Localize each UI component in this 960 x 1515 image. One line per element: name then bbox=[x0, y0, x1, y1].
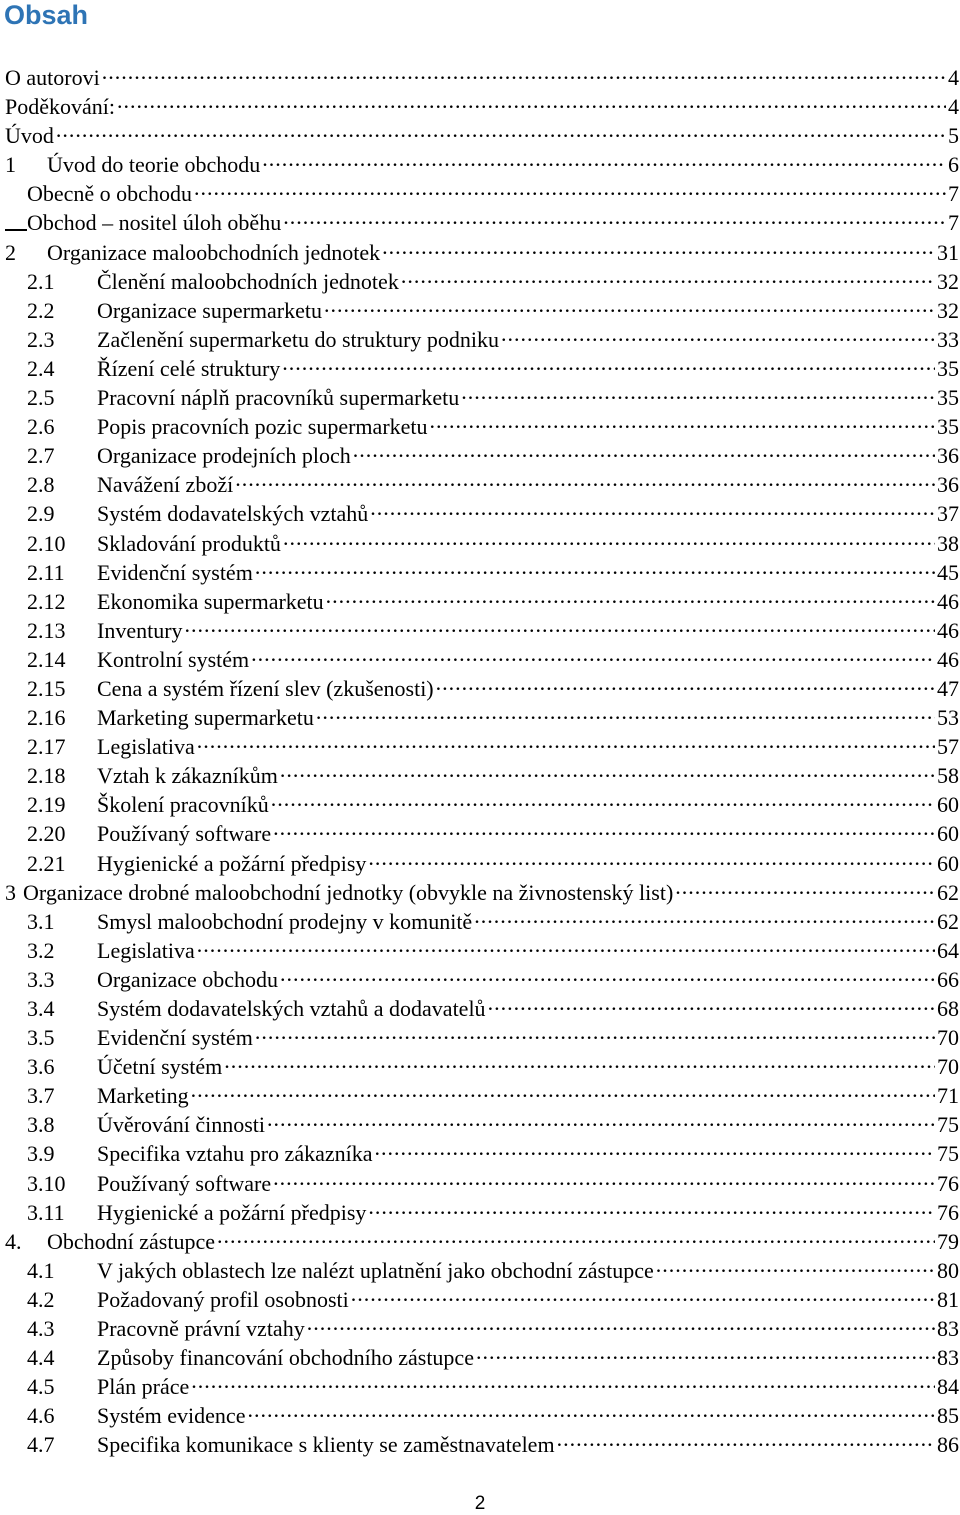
toc-entry-number: 4.3 bbox=[27, 1316, 55, 1342]
toc-entry-page: 31 bbox=[937, 239, 959, 265]
toc-entry-title: Skladování produktů bbox=[97, 530, 281, 556]
toc-entry-page: 33 bbox=[937, 326, 959, 352]
toc-entry[interactable] bbox=[5, 1365, 959, 1400]
toc-entry-title: Organizace maloobchodních jednotek bbox=[47, 239, 381, 265]
toc-entry-title: Systém evidence bbox=[97, 1403, 246, 1429]
toc-entry[interactable] bbox=[5, 609, 959, 643]
toc-entry-number: 4.5 bbox=[27, 1374, 55, 1400]
toc-entry-number: 3.5 bbox=[27, 1025, 55, 1051]
toc-entry[interactable] bbox=[5, 1249, 959, 1283]
toc-entry-number: 3.8 bbox=[27, 1112, 55, 1138]
toc-entry-page: 62 bbox=[937, 908, 959, 934]
toc-dot-leader bbox=[271, 783, 935, 812]
toc-entry-page: 84 bbox=[937, 1374, 959, 1400]
toc-entry-page: 62 bbox=[937, 879, 959, 905]
toc-entry-title: Způsoby financování obchodního zástupce bbox=[97, 1345, 474, 1371]
toc-entry[interactable] bbox=[5, 1278, 959, 1312]
toc-entry-title: Začlenění supermarketu do struktury podniku bbox=[97, 326, 500, 352]
toc-entry-page: 36 bbox=[937, 472, 959, 498]
toc-entry[interactable] bbox=[5, 667, 959, 701]
toc-dot-leader bbox=[56, 114, 946, 143]
page-number: 2 bbox=[474, 1493, 486, 1514]
toc-entry[interactable] bbox=[5, 405, 959, 440]
toc-entry-page: 71 bbox=[937, 1083, 959, 1109]
toc-entry[interactable] bbox=[5, 318, 959, 352]
toc-dot-leader bbox=[382, 231, 935, 260]
toc-entry[interactable] bbox=[5, 783, 959, 818]
toc-entry-number: 2.18 bbox=[27, 763, 66, 789]
toc-dot-leader bbox=[501, 318, 935, 347]
toc-entry[interactable] bbox=[5, 1394, 959, 1429]
toc-entry-page: 5 bbox=[948, 123, 959, 149]
page-title: Obsah bbox=[4, 0, 89, 30]
toc-entry[interactable] bbox=[5, 492, 959, 527]
toc-entry-page: 75 bbox=[937, 1112, 959, 1138]
toc-entry[interactable] bbox=[5, 376, 959, 411]
toc-dot-leader bbox=[280, 754, 935, 783]
toc-entry-number: 2.15 bbox=[27, 675, 66, 701]
toc-entry-page: 66 bbox=[937, 966, 959, 992]
toc-entry[interactable] bbox=[5, 434, 959, 469]
toc-entry-page: 80 bbox=[937, 1257, 959, 1283]
toc-entry[interactable] bbox=[5, 522, 959, 556]
toc-entry-page: 57 bbox=[937, 734, 959, 760]
toc-entry[interactable] bbox=[5, 1162, 959, 1196]
toc-entry-title: Úvěrování činnosti bbox=[97, 1112, 266, 1138]
toc-entry-page: 45 bbox=[937, 559, 959, 585]
toc-entry-number: 4. bbox=[5, 1228, 22, 1254]
toc-entry[interactable] bbox=[5, 1336, 959, 1371]
toc-entry[interactable] bbox=[5, 463, 959, 498]
toc-dot-leader bbox=[368, 1191, 935, 1220]
toc-entry[interactable] bbox=[5, 1016, 959, 1051]
toc-entry-title: Používaný software bbox=[97, 821, 272, 847]
toc-entry-number: 2.21 bbox=[27, 850, 66, 876]
toc-entry-number: 2.5 bbox=[27, 385, 55, 411]
toc-dot-leader bbox=[461, 376, 935, 405]
toc-entry-number: 4.1 bbox=[27, 1257, 55, 1283]
toc-entry[interactable] bbox=[5, 231, 959, 265]
toc-entry[interactable] bbox=[5, 143, 959, 178]
toc-dot-leader bbox=[353, 434, 935, 463]
toc-entry[interactable] bbox=[5, 85, 959, 120]
toc-entry[interactable] bbox=[5, 871, 959, 905]
toc-entry-page: 83 bbox=[937, 1316, 959, 1342]
toc-entry[interactable] bbox=[5, 900, 959, 934]
toc-dot-leader bbox=[557, 1423, 935, 1452]
toc-entry[interactable] bbox=[5, 347, 959, 381]
toc-entry-title: Úvod bbox=[5, 123, 54, 149]
toc-dot-leader bbox=[191, 1365, 935, 1394]
toc-entry-page: 6 bbox=[948, 152, 959, 178]
toc-dot-leader bbox=[197, 929, 935, 958]
toc-dot-leader bbox=[251, 638, 935, 667]
toc-entry[interactable] bbox=[5, 1103, 959, 1138]
toc-entry-page: 46 bbox=[937, 588, 959, 614]
toc-dot-leader bbox=[247, 1394, 935, 1423]
toc-entry-title: Organizace drobné maloobchodní jednotky (obvykle na živnostenský list) bbox=[23, 879, 674, 905]
toc-entry-number: 2.8 bbox=[27, 472, 55, 498]
toc-dot-leader bbox=[283, 201, 946, 230]
toc-entry[interactable] bbox=[5, 638, 959, 672]
toc-entry-page: 46 bbox=[937, 617, 959, 643]
toc-entry[interactable] bbox=[5, 1132, 959, 1167]
toc-entry-page: 81 bbox=[937, 1286, 959, 1312]
toc-entry-title: Legislativa bbox=[97, 937, 195, 963]
toc-entry-number: 3.4 bbox=[27, 996, 55, 1021]
toc-entry-title: Poděkování: bbox=[5, 94, 115, 120]
toc-entry[interactable] bbox=[5, 1307, 959, 1342]
toc-entry-page: 4 bbox=[948, 94, 959, 120]
toc-entry-title: Řízení celé struktury bbox=[97, 355, 281, 381]
toc-dot-leader bbox=[197, 725, 935, 754]
toc-entry-title: Ekonomika supermarketu bbox=[97, 588, 324, 614]
toc-entry-title: O autorovi bbox=[5, 65, 100, 90]
toc-entry-number: 2.17 bbox=[27, 734, 66, 760]
toc-entry-page: 4 bbox=[948, 65, 959, 90]
toc-entry-number: 3.9 bbox=[27, 1141, 55, 1167]
toc-entry-number: 3.7 bbox=[27, 1083, 55, 1109]
toc-entry-title: Organizace prodejních ploch bbox=[97, 443, 351, 469]
toc-entry-title: Navážení zboží bbox=[97, 472, 234, 498]
toc-entry-number: 3 bbox=[5, 879, 16, 905]
toc-entry-page: 79 bbox=[937, 1228, 959, 1254]
toc-entry[interactable] bbox=[5, 842, 959, 876]
toc-entry-page: 7 bbox=[948, 210, 959, 236]
toc-entry[interactable] bbox=[5, 551, 959, 585]
toc-entry-number: 3.6 bbox=[27, 1054, 55, 1080]
toc-entry-title: Kontrolní systém bbox=[97, 646, 250, 672]
toc-entry-title: V jakých oblastech lze nalézt uplatnění jako obchodní zástupce bbox=[97, 1257, 654, 1283]
toc-entry-page: 38 bbox=[937, 530, 959, 556]
toc-dot-leader bbox=[217, 1220, 935, 1249]
toc-dot-leader bbox=[476, 1336, 935, 1365]
toc-entry-number: 2.14 bbox=[27, 646, 66, 672]
toc-dot-leader bbox=[488, 987, 935, 1016]
toc-entry-title: Smysl maloobchodní prodejny v komunitě bbox=[97, 908, 473, 934]
toc-entry[interactable] bbox=[5, 114, 959, 149]
toc-entry-title: Obecně o obchodu bbox=[27, 181, 192, 207]
toc-entry-number: 2.9 bbox=[27, 501, 55, 527]
toc-entry[interactable] bbox=[5, 987, 959, 1021]
toc-entry-number: 3.3 bbox=[27, 966, 55, 992]
toc-entry-page: 32 bbox=[937, 268, 959, 294]
toc-entry[interactable] bbox=[5, 929, 959, 963]
toc-entry[interactable] bbox=[5, 1191, 959, 1225]
toc-entry-page: 70 bbox=[937, 1025, 959, 1051]
toc-entry-page: 76 bbox=[937, 1170, 959, 1196]
toc-entry-number: 3.2 bbox=[27, 937, 55, 963]
toc-dot-leader bbox=[117, 85, 946, 114]
toc-entry-page: 60 bbox=[937, 850, 959, 876]
toc-entry-title: Inventury bbox=[97, 617, 183, 643]
toc-entry-number: 4.6 bbox=[27, 1403, 55, 1429]
toc-entry-page: 58 bbox=[937, 763, 959, 789]
toc-entry-title: Pracovní náplň pracovníků supermarketu bbox=[97, 385, 460, 411]
toc-entry-title: Účetní systém bbox=[97, 1054, 223, 1080]
toc-dot-leader bbox=[675, 871, 935, 900]
toc-entry-page: 36 bbox=[937, 443, 959, 469]
toc-entry-page: 46 bbox=[937, 646, 959, 672]
toc-dot-leader bbox=[307, 1307, 935, 1336]
toc-entry-title: Cena a systém řízení slev (zkušenosti) bbox=[97, 675, 434, 701]
toc-entry-page: 86 bbox=[937, 1432, 959, 1458]
toc-entry-number: 2.2 bbox=[27, 297, 55, 323]
toc-entry-number: 2 bbox=[5, 239, 16, 265]
toc-entry[interactable] bbox=[5, 1074, 959, 1109]
toc-entry-number: 2.3 bbox=[27, 326, 55, 352]
toc-entry[interactable] bbox=[5, 289, 959, 323]
toc-entry[interactable] bbox=[5, 201, 959, 236]
toc-entry[interactable] bbox=[5, 725, 959, 760]
toc-entry-page: 64 bbox=[937, 937, 959, 963]
toc-dot-leader bbox=[102, 56, 946, 85]
toc-entry-page: 7 bbox=[948, 181, 959, 207]
toc-entry-title: Evidenční systém bbox=[97, 559, 253, 585]
toc-entry-title: Evidenční systém bbox=[97, 1025, 253, 1051]
toc-entry-page: 35 bbox=[937, 355, 959, 381]
toc-entry-underline-marker bbox=[5, 211, 27, 231]
toc-dot-leader bbox=[368, 842, 935, 871]
toc-entry-title: Vztah k zákazníkům bbox=[97, 763, 278, 789]
toc-entry-page: 35 bbox=[937, 414, 959, 440]
toc-dot-leader bbox=[255, 551, 935, 580]
toc-entry-title: Specifika vztahu pro zákazníka bbox=[97, 1141, 373, 1167]
toc-entry-page: 32 bbox=[937, 297, 959, 323]
toc-dot-leader bbox=[283, 522, 935, 551]
toc-entry-page: 47 bbox=[937, 675, 959, 701]
toc-entry-number: 2.10 bbox=[27, 530, 66, 556]
toc-entry-number: 2.13 bbox=[27, 617, 66, 643]
toc-entry-page: 83 bbox=[937, 1345, 959, 1371]
toc-entry[interactable] bbox=[5, 172, 959, 207]
toc-entry[interactable] bbox=[5, 958, 959, 992]
toc-entry-number: 4.7 bbox=[27, 1432, 55, 1458]
toc-entry-page: 76 bbox=[937, 1199, 959, 1225]
toc-dot-leader bbox=[262, 143, 946, 172]
toc-entry-title: Systém dodavatelských vztahů a dodavatelů bbox=[97, 996, 486, 1021]
toc-entry[interactable] bbox=[5, 754, 959, 789]
toc-entry-title: Obchodní zástupce bbox=[47, 1228, 215, 1254]
toc-dot-leader bbox=[282, 347, 935, 376]
toc-dot-leader bbox=[316, 696, 935, 725]
toc-dot-leader bbox=[324, 289, 935, 318]
toc-entry-title: Specifika komunikace s klienty se zaměstnavatelem bbox=[97, 1432, 555, 1458]
toc-entry[interactable] bbox=[5, 1423, 959, 1458]
toc-dot-leader bbox=[326, 580, 935, 609]
toc-dot-leader bbox=[235, 463, 935, 492]
toc-entry-title: Marketing supermarketu bbox=[97, 705, 314, 731]
toc-entry[interactable] bbox=[5, 696, 959, 731]
toc-entry[interactable] bbox=[5, 56, 959, 90]
toc-dot-leader bbox=[656, 1249, 935, 1278]
toc-entry-page: 85 bbox=[937, 1403, 959, 1429]
toc-entry-title: Legislativa bbox=[97, 734, 195, 760]
toc-entry-title: Popis pracovních pozic supermarketu bbox=[97, 414, 428, 440]
toc-entry-page: 37 bbox=[937, 501, 959, 527]
toc-entry-number: 2.7 bbox=[27, 443, 55, 469]
toc-entry-title: Obchod – nositel úloh oběhu bbox=[27, 210, 282, 236]
toc-entry-number: 2.20 bbox=[27, 821, 66, 847]
toc-dot-leader bbox=[273, 812, 935, 841]
toc-entry-page: 60 bbox=[937, 792, 959, 818]
toc-entry-title: Používaný software bbox=[97, 1170, 272, 1196]
toc-entry-number: 2.16 bbox=[27, 705, 66, 731]
toc-dot-leader bbox=[401, 260, 935, 289]
toc-entry-number: 4.2 bbox=[27, 1286, 55, 1312]
toc-dot-leader bbox=[267, 1103, 935, 1132]
toc-dot-leader bbox=[224, 1045, 935, 1074]
toc-entry-page: 75 bbox=[937, 1141, 959, 1167]
toc-entry-page: 60 bbox=[937, 821, 959, 847]
toc-entry-page: 70 bbox=[937, 1054, 959, 1080]
toc-entry-title: Hygienické a požární předpisy bbox=[97, 850, 367, 876]
toc-entry[interactable] bbox=[5, 812, 959, 847]
toc-entry-number: 4.4 bbox=[27, 1345, 55, 1371]
toc-entry-title: Pracovně právní vztahy bbox=[97, 1316, 305, 1342]
toc-entry-number: 3.11 bbox=[27, 1199, 65, 1225]
toc-dot-leader bbox=[370, 492, 935, 521]
toc-dot-leader bbox=[194, 172, 946, 201]
toc-entry-title: Členění maloobchodních jednotek bbox=[97, 268, 399, 294]
toc-entry-number: 2.6 bbox=[27, 414, 55, 440]
toc-entry-title: Marketing bbox=[97, 1083, 189, 1109]
toc-entry-title: Úvod do teorie obchodu bbox=[47, 152, 261, 178]
toc-entry-title: Systém dodavatelských vztahů bbox=[97, 501, 369, 527]
toc-dot-leader bbox=[430, 405, 935, 434]
toc-dot-leader bbox=[273, 1162, 935, 1191]
toc-entry[interactable] bbox=[5, 1045, 959, 1080]
toc-dot-leader bbox=[185, 609, 935, 638]
toc-entry-title: Organizace supermarketu bbox=[97, 297, 322, 323]
toc-entry-number: 2.19 bbox=[27, 792, 66, 818]
toc-dot-leader bbox=[436, 667, 935, 696]
toc-entry-number: 2.1 bbox=[27, 268, 55, 294]
toc-entry-title: Školení pracovníků bbox=[97, 792, 269, 818]
toc-entry-title: Hygienické a požární předpisy bbox=[97, 1199, 367, 1225]
toc-dot-leader bbox=[374, 1132, 935, 1161]
toc-entry[interactable] bbox=[5, 1220, 959, 1254]
toc-entry-title: Plán práce bbox=[97, 1374, 190, 1400]
toc-entry-number: 3.10 bbox=[27, 1170, 66, 1196]
toc-dot-leader bbox=[474, 900, 935, 929]
toc-dot-leader bbox=[351, 1278, 935, 1307]
toc-entry-title: Organizace obchodu bbox=[97, 966, 279, 992]
toc-entry-number: 3.1 bbox=[27, 908, 55, 934]
table-of-contents bbox=[5, 56, 959, 1458]
toc-entry-number: 2.12 bbox=[27, 588, 66, 614]
toc-entry[interactable] bbox=[5, 580, 959, 614]
toc-entry[interactable] bbox=[5, 260, 959, 294]
toc-dot-leader bbox=[191, 1074, 935, 1103]
toc-entry-title: Požadovaný profil osobnosti bbox=[97, 1286, 349, 1312]
toc-dot-leader bbox=[280, 958, 935, 987]
toc-entry-number: 1 bbox=[5, 152, 16, 178]
toc-entry-page: 53 bbox=[937, 705, 959, 731]
toc-entry-number: 2.4 bbox=[27, 355, 55, 381]
toc-entry-number: 2.11 bbox=[27, 559, 65, 585]
toc-entry-page: 35 bbox=[937, 385, 959, 411]
toc-dot-leader bbox=[255, 1016, 935, 1045]
toc-entry-page: 68 bbox=[937, 996, 959, 1021]
